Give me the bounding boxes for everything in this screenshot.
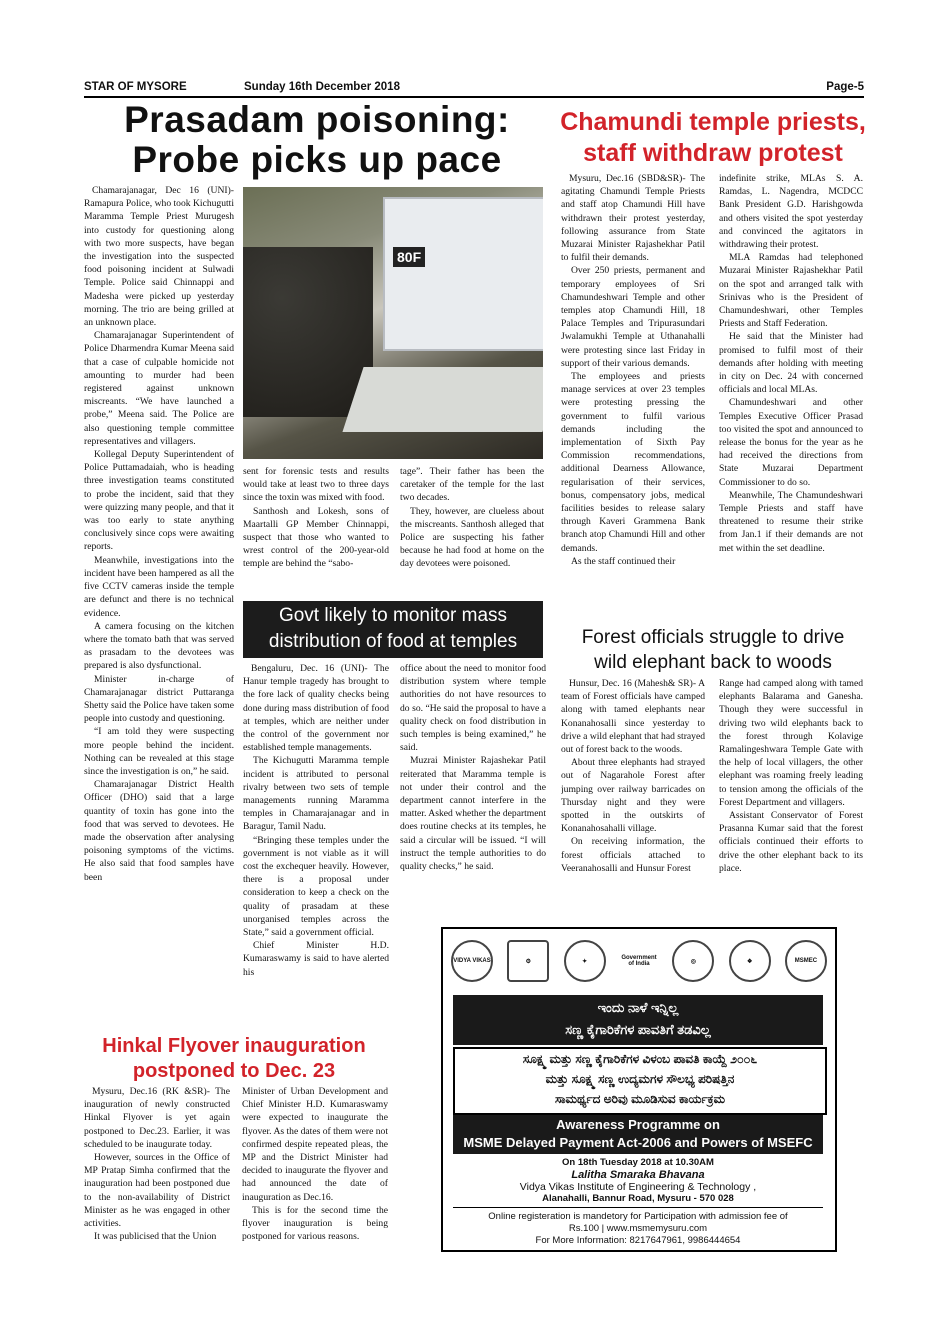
paragraph: Chief Minister H.D. Kumaraswamy is said to have alerted his	[243, 940, 389, 978]
registration-note: Online registeration is mandetory for Participation with admission fee of	[488, 1211, 788, 1222]
photo-vehicle-number: 80F	[393, 247, 425, 267]
prasadam-headline	[84, 100, 550, 180]
paragraph: Over 250 priests, permanent and temporary employees of Sri Chamundeshwari Temple and other temples atop Chamundi Hill, 18 Palace Temples and Tripurasundari Jwalamukhi Temple at Uthanahalli were protesting since last Friday in support of their various demands.	[561, 265, 705, 369]
govt-headline-line-1: Govt likely to monitor mass	[278, 605, 508, 626]
prasadam-headline-line-2: Probe picks up pace	[132, 139, 502, 180]
paragraph: Mysuru, Dec.16 (SBD&SR)- The agitating Chamundi Temple Priests and staff atop Chamundi Hill have withdrawn their protest yesterday, following assurance from State Muzarai Minister Rajashekhar Patil to fulfil their demands.	[561, 173, 705, 264]
paragraph: Chamundeshwari and other Temples Executive Officer Prasad too visited the spot and announced to release the bonus for the year as he had received the directions from State Muzarai Department Commissioner to do so.	[719, 397, 863, 488]
chamundi-headline	[556, 107, 870, 169]
news-photo	[243, 187, 543, 459]
paper-name: STAR OF MYSORE	[84, 81, 187, 93]
prasadam-headline-line-1: Prasadam poisoning:	[124, 99, 510, 140]
venue-box	[453, 1157, 823, 1208]
forest-headline-line-1: Forest officials struggle to drive	[581, 627, 845, 648]
paragraph: About three elephants had strayed out of Nagarahole Forest after jumping over railway barricades on Thursday night and they were spotted in the outskirts of Konanahosahalli village.	[561, 757, 705, 835]
page-number: Page-5	[826, 81, 864, 93]
header-rule	[84, 96, 864, 98]
hinkal-headline-line-2: postponed to Dec. 23	[132, 1060, 336, 1082]
chamundi-column-1	[561, 172, 705, 620]
paragraph: Santhosh and Lokesh, sons of Maartalli GP Member Chinnappi, suspect that those who wanted to wrest control of the 200-year-old temple are behind the “sabo-	[243, 505, 389, 570]
paragraph: “Bringing these temples under the government is not viable as it will cost the exchequer heavily. However, there is a proposal under consideration to keep a check on the quality of prasadam at these unorganised temples across the State,” said a government official.	[243, 834, 389, 939]
paragraph: It was publicised that the Union	[94, 1231, 217, 1243]
kannada-line-2: ಸಣ್ಣ ಕೈಗಾರಿಕೆಗಳ ಪಾವತಿಗೆ ತಡವಿಲ್ಲ	[565, 1022, 711, 1037]
chamundi-headline-line-2: staff withdraw protest	[583, 139, 843, 167]
photo-crowd	[243, 247, 373, 417]
hinkal-column-2	[242, 1085, 388, 1270]
kannada-line-4: ಮತ್ತು ಸೂಕ್ಷ್ಮ ಸಣ್ಣ ಉದ್ಯಮಗಳ ಸೌಲಭ್ಯ ಪರಿಷತ್ತಿನ	[545, 1072, 735, 1086]
issue-date: Sunday 16th December 2018	[244, 81, 400, 93]
kannada-line-5: ಸಾಮರ್ಥ್ಯದ ಅರಿವು ಮೂಡಿಸುವ ಕಾರ್ಯಕ್ರಮ	[555, 1092, 725, 1106]
programme-banner	[453, 1115, 823, 1154]
state-emblem-logo: ◎	[672, 940, 714, 982]
paragraph: Assistant Conservator of Forest Prasanna Kumar said that the forest officials continued their efforts to drive the other elephant back to its place.	[719, 810, 863, 874]
paragraph: Minister in-charge of Chamarajanagar district Puttaranga Shetty said the Police have taken some people into custody and questioning.	[84, 673, 234, 725]
prasadam-column-3	[400, 465, 544, 595]
paragraph: A camera focusing on the kitchen where the tomato bath that was served as prasadam to the devotees was prepared is also dysfunctional.	[84, 620, 234, 672]
programme-line-1: Awareness Programme on	[556, 1117, 720, 1132]
paragraph: They, however, are clueless about the miscreants. Santhosh alleged that Police are suspecting his father because he had food at home on the day devotees were poisoned.	[400, 505, 544, 570]
kannada-banner	[453, 995, 823, 1045]
institute-name: Vidya Vikas Institute of Engineering & Technology ,	[519, 1181, 757, 1193]
photo-ambulance	[383, 197, 543, 351]
paragraph: Mysuru, Dec.16 (RK &SR)- The inauguration of newly constructed Hinkal Flyover is yet again postponed to Dec.23. Earlier, it was scheduled to be inaugurate today.	[84, 1086, 230, 1150]
msmec-logo: MSMEC	[785, 940, 827, 982]
paragraph: Chamarajanagar Superintendent of Police Dharmendra Kumar Meena said that a case of culpable homicide not amounting to murder had been registered against unknown miscreants. “We have launched a probe,” Meena said. The Police are also questioning temple committee representatives and villagers.	[84, 330, 234, 447]
paragraph: Chamarajanagar District Health Officer (DHO) said that a large quantity of toxin has gone into the food that was served to devotees. He made the observation after analysing poisoning symptoms of the victims. He also said that food samples have been	[84, 779, 234, 883]
hinkal-headline	[70, 1034, 398, 1084]
paragraph: However, sources in the Office of MP Pratap Simha confirmed that the inauguration had been postponed due to the non-availability of District Minister as he was engaged in other activities.	[84, 1152, 230, 1230]
karnataka-emblem-logo: ❖	[729, 940, 771, 982]
kannada-line-3: ಸೂಕ್ಷ್ಮ ಮತ್ತು ಸಣ್ಣ ಕೈಗಾರಿಕೆಗಳ ವಿಳಂಬ ಪಾವತಿ ಕಾಯ್ದೆ ೨೦೦೬	[522, 1052, 758, 1066]
contact-numbers: For More Information: 8217647961, 9986444654	[535, 1235, 741, 1246]
vidya-vikas-logo: VIDYA VIKAS	[451, 940, 493, 982]
govt-column-1	[243, 662, 389, 1034]
institute-seal-logo: ⚙	[507, 940, 549, 982]
chamundi-headline-line-1: Chamundi temple priests,	[560, 108, 866, 136]
govt-headline	[243, 601, 543, 658]
paragraph: Bengaluru, Dec. 16 (UNI)- The Hanur temple tragedy has brought to the fore lack of quality checks being done during mass distribution of food at temples, which are neither under the control of the government nor established temple managements.	[243, 663, 389, 754]
paragraph: The employees and priests manage services at over 23 temples were protesting pressing the government to fulfil various demands including the implementation of Sixth Pay Commission recommendations, additional Dearness Allowance, regularisation of their services, bonus, compensatory jobs, medical facilities besides to release salary through Kaveri Grammena Bank branch atop Chamundi Hill and other demands.	[561, 371, 705, 554]
forest-headline	[556, 625, 870, 675]
registration-box	[453, 1211, 823, 1247]
paragraph: Hunsur, Dec. 16 (Mahesh& SR)- A team of Forest officials have camped along with tamed elephants near Konanahosalli since yesterday to drive a wild elephant that had strayed out of forest back to the woods.	[561, 678, 705, 756]
paragraph: MLA Ramdas had telephoned Muzarai Minister Rajashekhar Patil on the spot and arranged talk with Srinivas who is the President of Chamundeshwari, other Temples Priests and Staff Federation.	[719, 252, 863, 330]
msme-advertisement	[441, 927, 837, 1252]
ministry-logo: ✦	[564, 940, 606, 982]
paragraph: Meanwhile, The Chamundeshwari Temple Priests and staff have threatened to resume their strike from Jan.1 if their demands are not met within the set deadline.	[719, 489, 863, 554]
paragraph: He said that the Minister had promised to fulfil most of their demands after holding with meeting in city on Dec. 24 with concerned officials and local MLAs.	[719, 331, 863, 396]
paragraph: On receiving information, the forest officials attached to Veeranahosalli and Hunsur Forest	[561, 836, 705, 874]
institute-address: Alanahalli, Bannur Road, Mysuru - 570 028	[542, 1193, 734, 1204]
paragraph: Range had camped along with tamed elephants Balarama and Ganesha. Though they were successful in driving two wild elephants back to the forest through Kolavige Ramalingeshwara Temple Gate with the help of local villagers, the other elephant was roaming freely leading to tension among the officials of the Forest Department and villagers.	[719, 678, 863, 808]
kannada-line-1: ಇಂದು ನಾಳೆ ಇನ್ನಿಲ್ಲ	[597, 1000, 679, 1015]
paragraph: The Kichugutti Maramma temple incident is attributed to personal rivalry between two sets of temple managements running Maramma temples in Chamarajanagar and in Baragur, Tamil Nadu.	[243, 755, 389, 833]
hinkal-column-1	[84, 1085, 230, 1270]
paragraph: Chamarajanagar, Dec 16 (UNI)- Ramapura Police, who took Kichugutti Maramma Temple Priest Murugesh into custody for questioning along with two more suspects, have began the investigation into the suspected food poisoning incident at Sulwadi Temple. Police said Chinnappi and Madesha were picked up yesterday morning. The trio are being grilled at an unknown place.	[84, 185, 234, 329]
government-of-india-logo: Government of India	[621, 955, 657, 967]
paragraph: This is for the second time the flyover inauguration is being postponed for various reasons.	[242, 1204, 388, 1243]
prasadam-column-2	[243, 465, 389, 595]
paragraph: tage”. Their father has been the caretaker of the temple for the last two decades.	[400, 466, 544, 504]
prasadam-column-1	[84, 184, 234, 1032]
hinkal-headline-line-1: Hinkal Flyover inauguration	[102, 1035, 366, 1057]
govt-column-2	[400, 662, 546, 907]
paragraph: sent for forensic tests and results would take at least two to three days since the toxin was mixed with food.	[243, 466, 389, 504]
registration-fee-website: Rs.100 | www.msmemysuru.com	[568, 1223, 708, 1234]
chamundi-column-2	[719, 172, 863, 620]
paragraph: office about the need to monitor food distribution system where temple authorities do not have resources to do so. “He said the proposal to have a quality check on food distribution in such temples is being examined,” he said.	[400, 663, 546, 754]
programme-date: On 18th Tuesday 2018 at 10.30AM	[562, 1157, 714, 1168]
paragraph: “I am told they were suspecting more people behind the incident. Nothing can be revealed at this stage since the investigation is on,” he said.	[84, 726, 234, 777]
forest-column-2	[719, 677, 863, 907]
paragraph: indefinite strike, MLAs S. A. Ramdas, L. Nagendra, MCDCC Bank President G.D. Harishgowda and others visited the spot yesterday and convinced the agitators in withdrawing their protest.	[719, 173, 863, 251]
paragraph: Kollegal Deputy Superintendent of Police Puttamadaiah, who is heading three investigation teams constituted to probe the incident, said that they were quizzing many people, and that it was too early to state anything conclusively since cops were awaiting reports.	[84, 449, 234, 553]
paragraph: Minister of Urban Development and Chief Minister H.D. Kumaraswamy were expected to inaugurate the flyover. As the dates of them were not confirmed despite repeated pleas, the MP and the District Minister had decided to inaugurate the flyover and had announced the date of inauguration as Dec.16.	[242, 1086, 388, 1203]
paragraph: Muzrai Minister Rajashekar Patil reiterated that Maramma temple is not under their control and the department cannot interfere in the matter. Asked whether the department does routine checks at its temples, he said a circular will be issued. “I will instruct the temple authorities to do quality checks,” he said.	[400, 755, 546, 873]
forest-column-1	[561, 677, 705, 907]
photo-stretcher	[342, 367, 543, 432]
govt-headline-line-2: distribution of food at temples	[268, 631, 518, 652]
logo-row	[451, 935, 827, 987]
venue-name: Lalitha Smaraka Bhavana	[571, 1169, 705, 1181]
programme-line-2: MSME Delayed Payment Act-2006 and Powers of MSEFC	[463, 1135, 813, 1150]
kannada-act-box	[453, 1047, 827, 1115]
paragraph: As the staff continued their	[571, 555, 676, 567]
paragraph: Meanwhile, investigations into the incident have been hampered as all the five CCTV cameras inside the temple are defunct and there is no technical evidence.	[84, 554, 234, 619]
forest-headline-line-2: wild elephant back to woods	[594, 652, 832, 673]
masthead	[84, 80, 864, 96]
